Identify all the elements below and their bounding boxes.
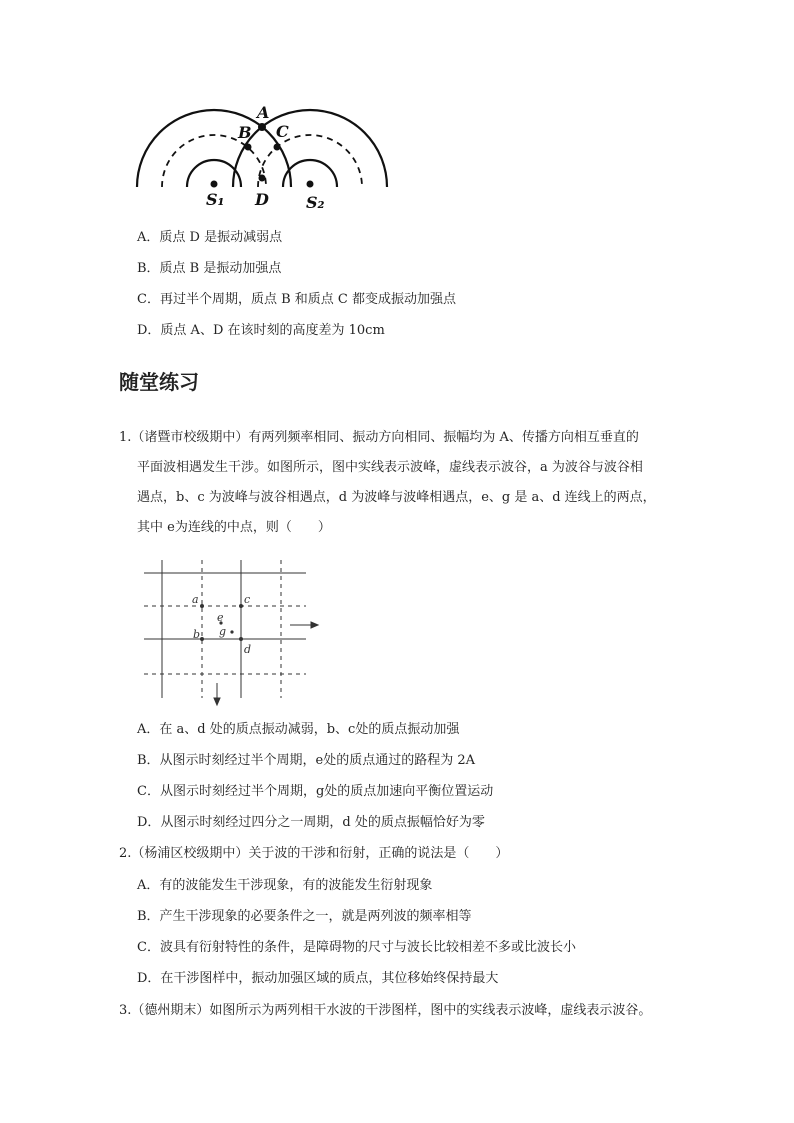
q3-stem: 3.（德州期末）如图所示为两列相干水波的干涉图样，图中的实线表示波峰，虚线表示波谷。 [119,1003,652,1018]
q0-option-c: C．再过半个周期，质点 B 和质点 C 都变成振动加强点 [137,292,456,307]
q0-option-b: B．质点 B 是振动加强点 [137,261,282,276]
label-b: b [193,628,201,641]
label-d: d [244,643,252,656]
source-s2-dot [307,181,314,188]
section-title: 随堂练习 [119,370,199,394]
label-c: c [244,593,251,606]
interference-figure-grid [140,555,330,710]
q1-option-d: D．从图示时刻经过四分之一周期，d 处的质点振幅恰好为零 [137,815,485,830]
label-g: g [219,625,227,638]
point-b-dot [245,144,252,151]
q1-option-b: B．从图示时刻经过半个周期，e处的质点通过的路程为 2A [137,753,476,768]
label-a: a [192,593,199,606]
q2-option-d: D．在干涉图样中，振动加强区域的质点，其位移始终保持最大 [137,971,499,986]
interference-figure-semicircles [130,100,400,215]
q2-option-c: C．波具有衍射特性的条件，是障碍物的尺寸与波长比较相差不多或比波长小 [137,940,576,955]
label-d: D [255,190,269,209]
label-s1: S₁ [206,190,225,209]
point-c-dot [239,604,243,608]
q2-option-a: A．有的波能发生干涉现象，有的波能发生衍射现象 [137,878,433,893]
q1-stem-line-3: 遇点，b、c 为波峰与波谷相遇点，d 为波峰与波峰相遇点，e、g 是 a、d 连线上的两点， [137,490,656,505]
q1-stem-line-1: 1.（诸暨市校级期中）有两列频率相同、振动方向相同、振幅均为 A、传播方向相互垂直的 [119,430,639,445]
point-g-dot [230,630,233,633]
q2-stem: 2.（杨浦区校级期中）关于波的干涉和衍射，正确的说法是（ ） [119,846,509,861]
label-e: e [217,611,224,624]
point-b-dot [200,637,204,641]
point-d-dot [239,637,243,641]
q0-option-a: A．质点 D 是振动减弱点 [137,230,283,245]
q1-option-a: A．在 a、d 处的质点振动减弱，b、c处的质点振动加强 [137,722,460,737]
q1-stem-line-4: 其中 e为连线的中点，则（ ） [137,520,331,535]
label-a: A [257,103,270,122]
point-d-dot [259,175,266,182]
label-s2: S₂ [306,193,325,212]
point-a-dot [258,123,266,131]
point-c-dot [274,144,281,151]
q1-option-c: C．从图示时刻经过半个周期，g处的质点加速向平衡位置运动 [137,784,494,799]
q2-option-b: B．产生干涉现象的必要条件之一，就是两列波的频率相等 [137,909,472,924]
q0-option-d: D．质点 A、D 在该时刻的高度差为 10cm [137,323,385,338]
source-s1-dot [211,181,218,188]
point-a-dot [200,604,204,608]
label-b: B [238,123,252,142]
q1-stem-line-2: 平面波相遇发生干涉。如图所示，图中实线表示波峰，虚线表示波谷，a 为波谷与波谷相 [137,460,643,475]
label-c: C [276,122,289,141]
